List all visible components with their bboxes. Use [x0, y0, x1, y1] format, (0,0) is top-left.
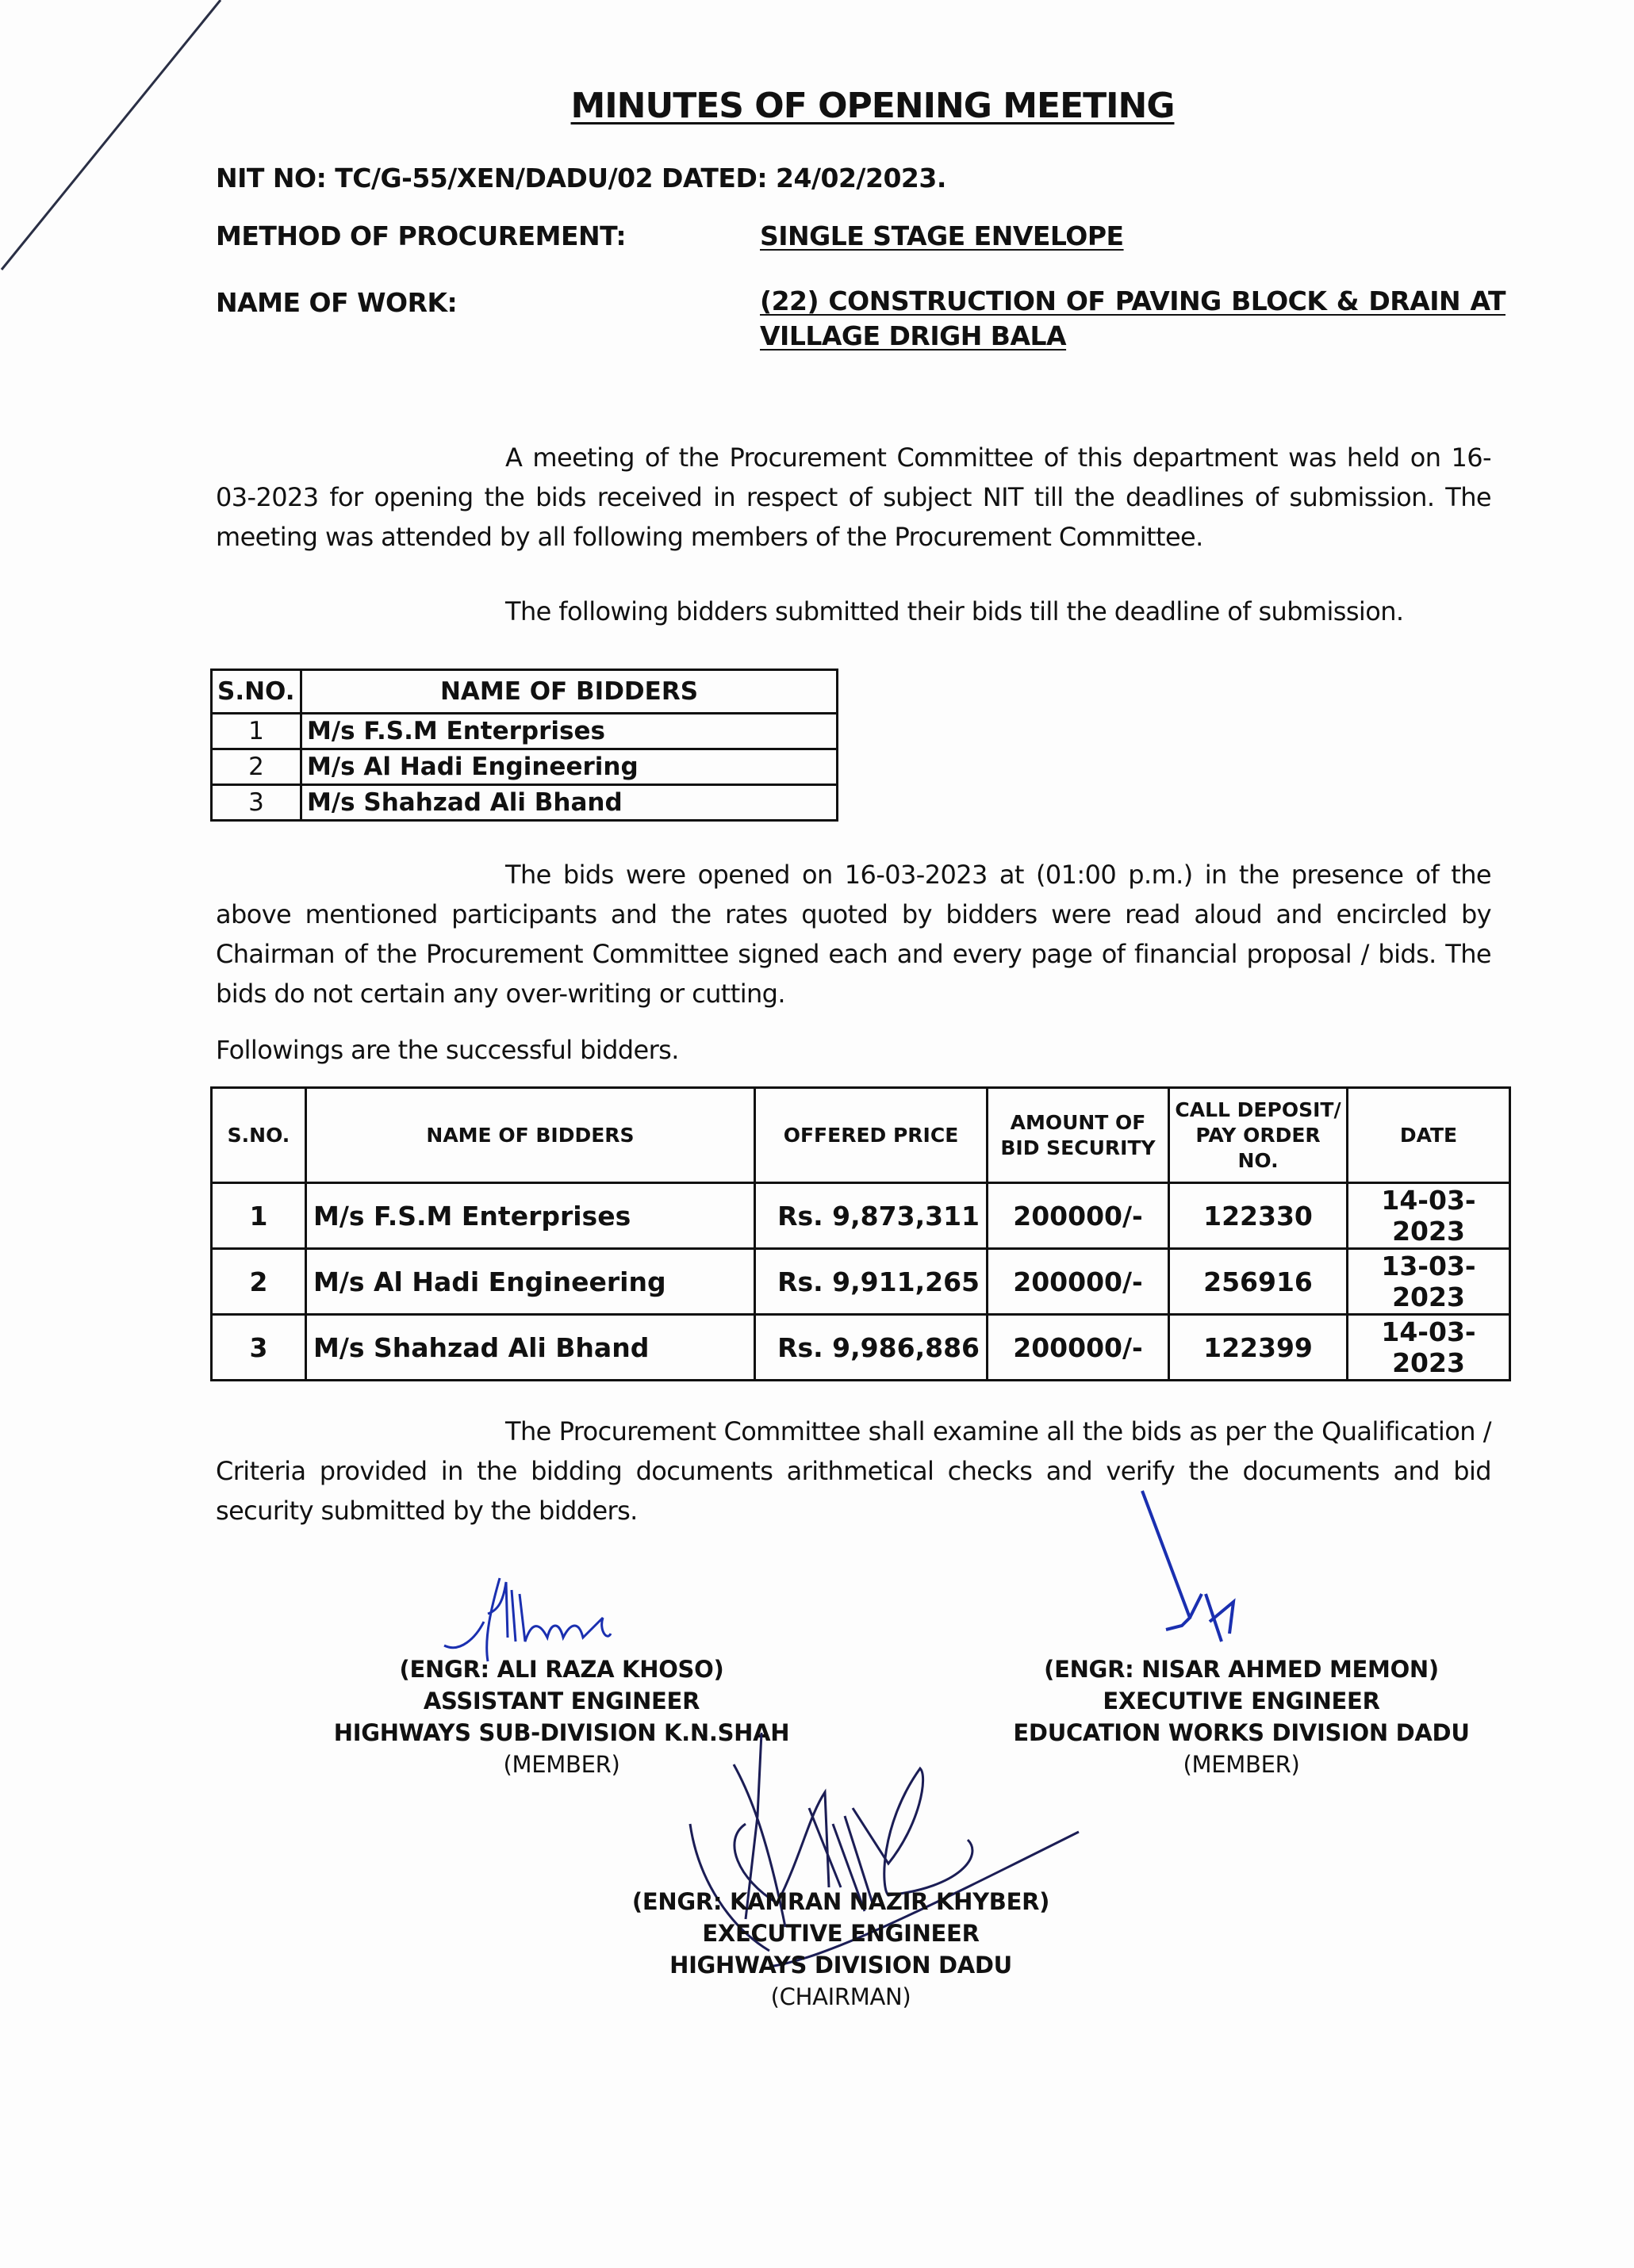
signatory-chairman [603, 1886, 1079, 2013]
method-value: SINGLE STAGE ENVELOPE [760, 220, 1124, 251]
signatory-office: EDUCATION WORKS DIVISION DADU [1013, 1719, 1470, 1746]
cell-bid-security: 200000/- [988, 1183, 1169, 1249]
successful-intro: Followings are the successful bidders. [216, 1035, 679, 1065]
cell-sno: 2 [212, 1249, 306, 1315]
cell-bid-security: 200000/- [988, 1249, 1169, 1315]
col-bidder-name: NAME OF BIDDERS [306, 1088, 755, 1183]
cell-date: 13-03-2023 [1348, 1249, 1510, 1315]
table-row [212, 1315, 1510, 1381]
work-label: NAME OF WORK: [216, 287, 458, 318]
table-row [212, 1183, 1510, 1249]
page-title: MINUTES OF OPENING MEETING [570, 86, 1175, 126]
cell-call-deposit: 256916 [1169, 1249, 1348, 1315]
nit-number: NIT NO: TC/G-55/XEN/DADU/02 DATED: 24/02/2023. [216, 163, 946, 193]
cell-bidder-name: M/s Al Hadi Engineering [301, 749, 838, 785]
table-row [212, 749, 838, 785]
cell-bidder-name: M/s F.S.M Enterprises [301, 714, 838, 749]
bidders-table [210, 669, 838, 822]
signatory-role: (MEMBER) [503, 1751, 620, 1778]
cell-bidder-name: M/s Shahzad Ali Bhand [301, 785, 838, 821]
cell-call-deposit: 122330 [1169, 1183, 1348, 1249]
cell-date: 14-03-2023 [1348, 1315, 1510, 1381]
col-date: DATE [1348, 1088, 1510, 1183]
meeting-paragraph: A meeting of the Procurement Committee of this department was held on 16-03-2023 for opening the bids received in respect of subject NIT till the deadlines of submission. The meeting was attended by all following members of the Procurement Committee. [216, 442, 1491, 552]
cell-date: 14-03-2023 [1348, 1183, 1510, 1249]
col-offered-price: OFFERED PRICE [755, 1088, 988, 1183]
cell-bidder-name: M/s Al Hadi Engineering [306, 1249, 755, 1315]
col-sno: S.NO. [212, 1088, 306, 1183]
cell-offered-price: Rs. 9,986,886 [755, 1315, 988, 1381]
cell-sno: 3 [212, 1315, 306, 1381]
table-header-row [212, 670, 838, 714]
closing-paragraph: The Procurement Committee shall examine all the bids as per the Qualification / Criteria provided in the bidding documents arithmetical checks and verify the documents and bid security submitted by the bidders. [216, 1416, 1491, 1526]
signatory-name: (ENGR: ALI RAZA KHOSO) [399, 1656, 724, 1683]
signatory-role: (CHAIRMAN) [770, 1983, 911, 2010]
signatory-name: (ENGR: NISAR AHMED MEMON) [1044, 1656, 1439, 1683]
table-row [212, 785, 838, 821]
signatory-designation: ASSISTANT ENGINEER [423, 1688, 700, 1714]
cell-offered-price: Rs. 9,911,265 [755, 1249, 988, 1315]
table-row [212, 714, 838, 749]
col-bid-security: AMOUNT OF BID SECURITY [988, 1088, 1169, 1183]
table-row [212, 1249, 1510, 1315]
cell-offered-price: Rs. 9,873,311 [755, 1183, 988, 1249]
cell-bidder-name: M/s Shahzad Ali Bhand [306, 1315, 755, 1381]
signatory-designation: EXECUTIVE ENGINEER [702, 1920, 980, 1947]
cell-call-deposit: 122399 [1169, 1315, 1348, 1381]
work-value: (22) CONSTRUCTION OF PAVING BLOCK & DRAIN AT VILLAGE DRIGH BALA [760, 285, 1506, 351]
signatory-designation: EXECUTIVE ENGINEER [1103, 1688, 1380, 1714]
cell-sno: 3 [212, 785, 301, 821]
opening-paragraph: The bids were opened on 16-03-2023 at (01:00 p.m.) in the presence of the above mentioned participants and the rates quoted by bidders were read aloud and encircled by Chairman of the Procurement Committee signed each and every page of financial proposal / bids. The bids do not certain any over-writing or cutting. [216, 860, 1491, 1009]
cell-sno: 2 [212, 749, 301, 785]
cell-bid-security: 200000/- [988, 1315, 1169, 1381]
col-sno: S.NO. [212, 670, 301, 714]
pen-mark-line [0, 0, 238, 278]
signatory-office: HIGHWAYS SUB-DIVISION K.N.SHAH [333, 1719, 790, 1746]
col-bidder-name: NAME OF BIDDERS [301, 670, 838, 714]
signatory-office: HIGHWAYS DIVISION DADU [669, 1952, 1012, 1979]
cell-bidder-name: M/s F.S.M Enterprises [306, 1183, 755, 1249]
cell-sno: 1 [212, 1183, 306, 1249]
method-label: METHOD OF PROCUREMENT: [216, 220, 627, 251]
signatory-name: (ENGR: KAMRAN NAZIR KHYBER) [631, 1888, 1050, 1915]
successful-bidders-table [210, 1086, 1511, 1381]
col-call-deposit: CALL DEPOSIT/ PAY ORDER NO. [1169, 1088, 1348, 1183]
signature-member-2 [1142, 1491, 1301, 1649]
signatory-role: (MEMBER) [1183, 1751, 1300, 1778]
bidders-intro: The following bidders submitted their bids till the deadline of submission. [505, 596, 1404, 626]
cell-sno: 1 [212, 714, 301, 749]
table-header-row [212, 1088, 1510, 1183]
